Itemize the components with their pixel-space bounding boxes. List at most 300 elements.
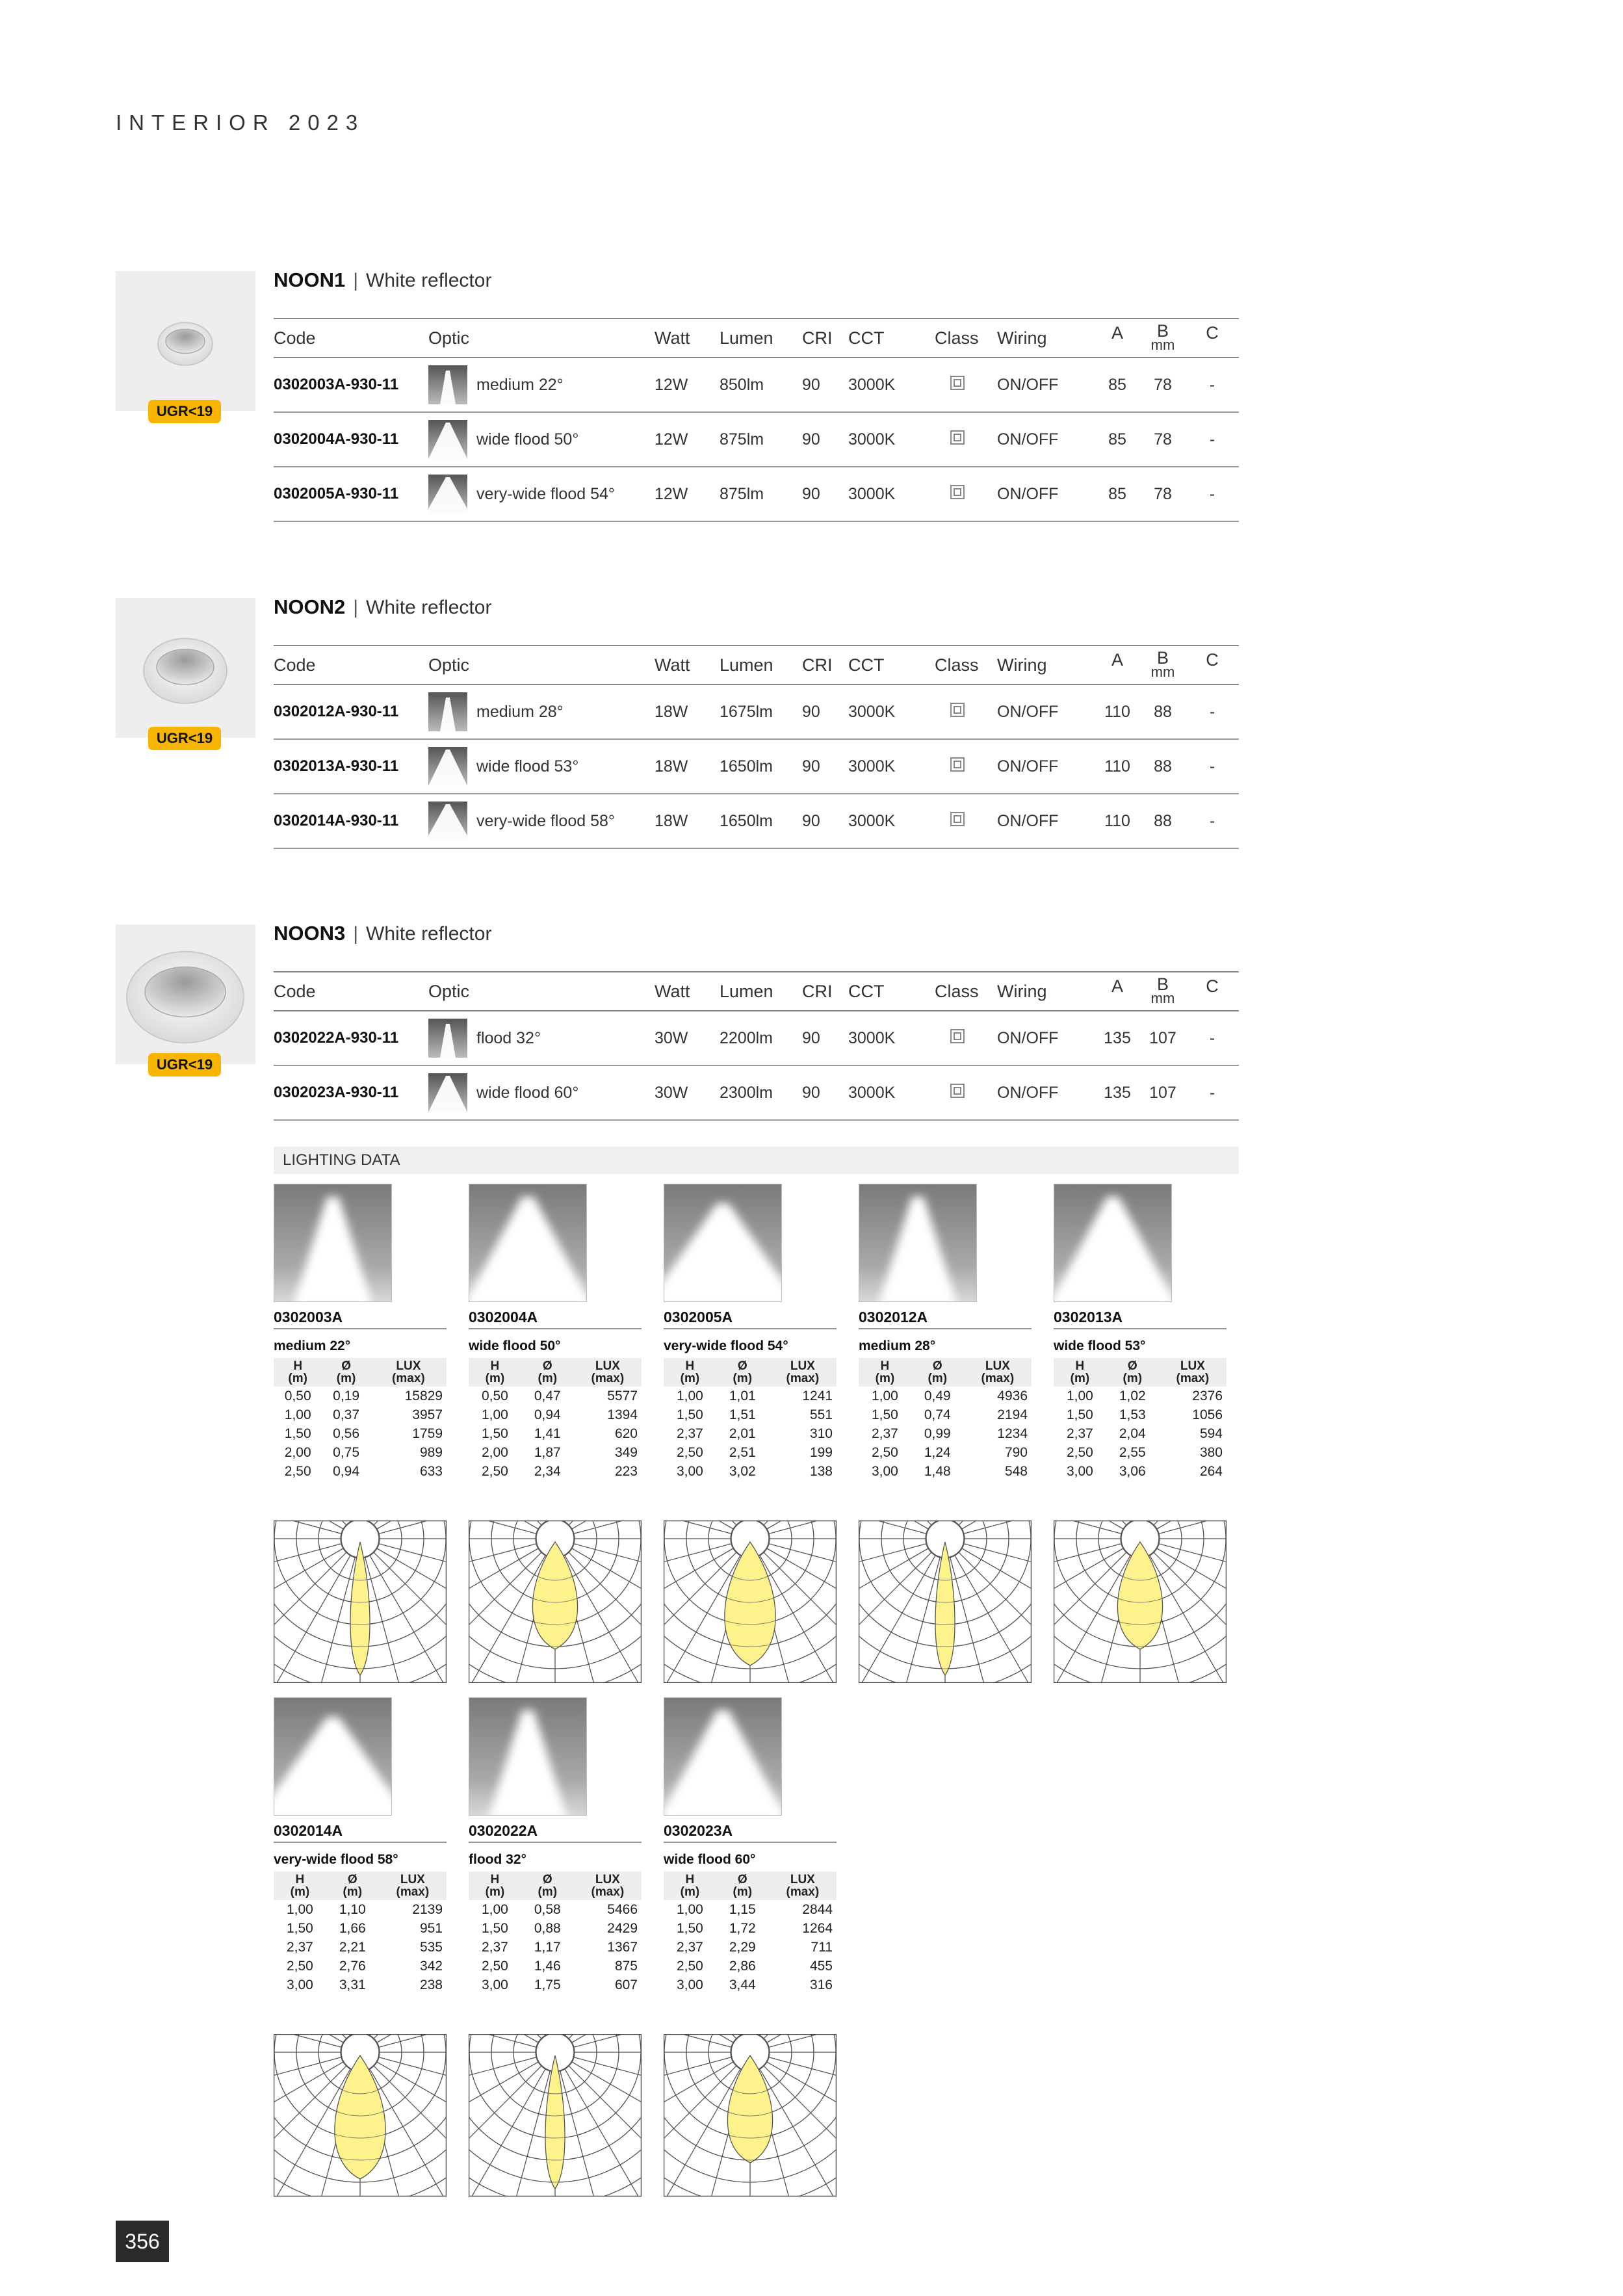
product-title [274,268,491,292]
header-height-label: H [1075,1359,1085,1373]
cri-value: 90 [802,1065,848,1120]
diameter-value: 1,72 [729,1921,756,1936]
height-value: 1,50 [1066,1407,1093,1422]
lux-value: 199 [809,1445,833,1460]
photometric-header-row [859,1358,1032,1387]
header-lux-label: LUX [790,1873,815,1886]
polar-diagram [859,1520,1032,1683]
dim-a-value: 85 [1095,467,1140,521]
diameter-value: 0,19 [333,1389,360,1403]
photometric-row [664,1976,837,1994]
class-cell [935,1065,997,1120]
header-diameter-label: Ø [542,1359,552,1373]
height-value: 1,50 [676,1407,703,1422]
height-value: 1,00 [286,1902,313,1917]
photometric-row [664,1900,837,1919]
cct-value: 3000K [848,1011,935,1065]
col-class: Class [935,646,997,685]
lux-value: 5466 [607,1902,638,1917]
photometric-table [274,1358,447,1481]
photometric-header-row [274,1872,447,1900]
polar-diagram [274,1520,447,1683]
photometric-row [664,1424,837,1443]
wiring-value: ON/OFF [997,685,1095,739]
optic-cell [428,739,655,794]
col-cri: CRI [802,319,848,358]
photometric-row [274,1387,447,1405]
height-value: 2,50 [871,1445,898,1460]
wiring-value: ON/OFF [997,412,1095,467]
header-diameter [716,1358,769,1387]
title-separator: | [353,923,359,945]
lux-value: 223 [614,1464,638,1479]
header-row [274,646,1239,685]
header-height [469,1358,521,1387]
product-photo [116,598,255,738]
col-lumen: Lumen [720,972,802,1011]
col-b [1140,972,1186,1011]
lux-value: 989 [419,1445,443,1460]
col-c-label: C [1206,976,1219,996]
cct-value: 3000K [848,467,935,521]
diameter-value: 2,29 [729,1940,756,1955]
class-ii-icon [950,1084,965,1098]
photometric-row [469,1424,642,1443]
header-diameter-unit: (m) [928,1372,948,1385]
dim-c-value: - [1186,1065,1239,1120]
header-height-label: H [685,1359,695,1373]
col-class: Class [935,972,997,1011]
panel-optic: medium 28° [859,1338,936,1353]
dim-b-value: 78 [1140,467,1186,521]
col-c-label: C [1206,322,1219,343]
diameter-value: 2,51 [729,1445,756,1460]
height-value: 1,50 [284,1426,311,1441]
product-thumbnail [116,271,255,411]
dim-c-value: - [1186,794,1239,848]
header-lux-label: LUX [1180,1359,1205,1373]
header-height-label: H [685,1873,695,1886]
header-lux-unit: (max) [981,1372,1015,1385]
diameter-value: 1,75 [534,1977,561,1992]
lux-value: 1394 [607,1407,638,1422]
photometric-header [274,1872,447,1900]
header-diameter-label: Ø [542,1873,552,1886]
header-lux-label: LUX [400,1873,425,1886]
col-wiring: Wiring [997,972,1095,1011]
cri-value: 90 [802,794,848,848]
lumen-value: 875lm [720,467,802,521]
photometric-row [664,1443,837,1462]
header-lux-label: LUX [396,1359,421,1373]
diameter-value: 2,04 [1119,1426,1146,1441]
cri-value: 90 [802,358,848,412]
diameter-value: 1,66 [339,1921,366,1936]
photometric-row [469,1900,642,1919]
panel-optic: wide flood 60° [664,1852,756,1867]
lux-value: 2844 [802,1902,833,1917]
col-cct: CCT [848,972,935,1011]
spec-table [274,318,1239,522]
photometric-row [469,1919,642,1938]
height-value: 2,50 [284,1464,311,1479]
header-height-label: H [880,1359,890,1373]
col-optic: Optic [428,972,655,1011]
photometric-table [274,1872,447,1994]
photometric-body [859,1387,1032,1481]
header-diameter-label: Ø [737,1873,747,1886]
lux-value: 620 [614,1426,638,1441]
photometric-header [859,1358,1032,1387]
lumen-value: 850lm [720,358,802,412]
photometric-header [469,1358,642,1387]
header-lux [379,1872,447,1900]
optic-narrow-icon [428,365,467,404]
lux-value: 2194 [997,1407,1028,1422]
photometric-body [664,1387,837,1481]
lux-value: 1056 [1192,1407,1223,1422]
header-lux-unit: (max) [786,1372,820,1385]
watt-value: 18W [655,794,720,848]
diameter-value: 1,87 [534,1445,561,1460]
class-ii-icon [950,485,965,499]
col-b-label: B [1156,648,1169,668]
panel-optic: wide flood 50° [469,1338,561,1353]
dim-a-value: 135 [1095,1011,1140,1065]
header-height [274,1358,322,1387]
title-separator: | [353,597,359,618]
header-lux [574,1872,642,1900]
col-c [1186,646,1239,685]
lux-value: 380 [1199,1445,1223,1460]
diameter-value: 0,58 [534,1902,561,1917]
header-lux-label: LUX [595,1873,620,1886]
header-height [664,1872,716,1900]
spec-table-body [274,358,1239,521]
photometric-header-row [469,1358,642,1387]
photometric-body [664,1900,837,1994]
wiring-value: ON/OFF [997,794,1095,848]
col-lumen: Lumen [720,319,802,358]
optic-cell [428,1011,655,1065]
wiring-value: ON/OFF [997,1011,1095,1065]
table-row [274,467,1239,521]
wiring-value: ON/OFF [997,739,1095,794]
cct-value: 3000K [848,358,935,412]
header-height [1054,1358,1106,1387]
header-height-unit: (m) [680,1885,700,1899]
lighting-panel [1054,1184,1227,1684]
diameter-value: 2,21 [339,1940,366,1955]
lux-value: 238 [419,1977,443,1992]
optic-cell [428,358,655,412]
photometric-body [469,1387,642,1481]
diameter-value: 1,17 [534,1940,561,1955]
header-height [859,1358,911,1387]
lighting-panel [859,1184,1032,1684]
dim-b-value: 78 [1140,412,1186,467]
class-cell [935,1011,997,1065]
lux-value: 790 [1004,1445,1028,1460]
panel-code: 0302003A [274,1306,447,1329]
header-height-label: H [295,1873,305,1886]
table-row [274,739,1239,794]
dim-b-value: 88 [1140,794,1186,848]
photometric-row [1054,1405,1227,1424]
product-name: NOON1 [274,268,346,291]
photometric-row [469,1387,642,1405]
height-value: 3,00 [286,1977,313,1992]
optic-narrow-icon [428,1019,467,1058]
header-lux-unit: (max) [591,1885,625,1899]
photometric-row [274,1938,447,1957]
dim-a-value: 110 [1095,685,1140,739]
spec-table-body [274,685,1239,848]
height-value: 0,50 [284,1389,311,1403]
cri-value: 90 [802,739,848,794]
header-lux [1159,1358,1227,1387]
header-diameter [521,1872,574,1900]
product-thumbnail [116,598,255,738]
dim-a-value: 85 [1095,412,1140,467]
unit-mm-label: mm [1150,990,1175,1006]
header-diameter-unit: (m) [336,1372,356,1385]
header-height [469,1872,521,1900]
lux-value: 5577 [607,1389,638,1403]
product-title [274,595,491,619]
diameter-value: 3,44 [729,1977,756,1992]
panel-optic: medium 22° [274,1338,351,1353]
height-value: 2,37 [1066,1426,1093,1441]
header-diameter-unit: (m) [343,1885,363,1899]
header-lux-label: LUX [985,1359,1010,1373]
header-lux-label: LUX [595,1359,620,1373]
lux-value: 951 [419,1921,443,1936]
col-cri: CRI [802,972,848,1011]
lux-value: 2376 [1192,1389,1223,1403]
watt-value: 12W [655,467,720,521]
wiring-value: ON/OFF [997,467,1095,521]
ugr-badge: UGR<19 [148,727,221,750]
ugr-badge: UGR<19 [148,1053,221,1076]
header-diameter-unit: (m) [733,1372,753,1385]
title-separator: | [353,270,359,291]
header-diameter [326,1872,379,1900]
optic-cell [428,794,655,848]
photometric-body [274,1387,447,1481]
height-value: 2,37 [676,1940,703,1955]
photometric-row [1054,1443,1227,1462]
table-row [274,794,1239,848]
height-value: 1,00 [481,1407,508,1422]
photometric-row [859,1443,1032,1462]
cct-value: 3000K [848,1065,935,1120]
col-c [1186,972,1239,1011]
optic-cell [428,1065,655,1120]
height-value: 2,50 [676,1959,703,1974]
cri-value: 90 [802,412,848,467]
optic-wrap [428,1073,655,1112]
height-value: 1,50 [481,1426,508,1441]
panel-code: 0302005A [664,1306,837,1329]
header-lux [964,1358,1032,1387]
col-a [1095,319,1140,358]
lux-value: 1241 [802,1389,833,1403]
diameter-value: 0,88 [534,1921,561,1936]
product-subtitle: White reflector [366,270,492,291]
dim-b-value: 107 [1140,1065,1186,1120]
optic-label: very-wide flood 54° [476,484,615,503]
diameter-value: 0,94 [534,1407,561,1422]
col-lumen: Lumen [720,646,802,685]
photometric-row [859,1387,1032,1405]
lighting-panel [274,1184,447,1684]
col-b [1140,646,1186,685]
col-class: Class [935,319,997,358]
table-row [274,1011,1239,1065]
lighting-panel [664,1697,837,2198]
polar-diagram [274,2034,447,2197]
dim-c-value: - [1186,739,1239,794]
spec-table [274,971,1239,1121]
cct-value: 3000K [848,739,935,794]
photometric-row [664,1919,837,1938]
photometric-row [859,1405,1032,1424]
dim-c-value: - [1186,467,1239,521]
optic-cell [428,467,655,521]
spec-table-body [274,1011,1239,1120]
polar-diagram [469,2034,642,2197]
header-diameter [911,1358,964,1387]
photometric-row [274,1900,447,1919]
photometric-row [469,1957,642,1976]
dim-a-value: 110 [1095,739,1140,794]
photometric-header [664,1872,837,1900]
lumen-value: 2300lm [720,1065,802,1120]
class-ii-icon [950,703,965,717]
optic-label: medium 22° [476,375,564,394]
catalog-header-title: INTERIOR 2023 [116,111,365,135]
product-code: 0302004A-930-11 [274,412,428,467]
diameter-value: 3,02 [729,1464,756,1479]
height-value: 1,50 [286,1921,313,1936]
photometric-header [274,1358,447,1387]
diameter-value: 1,51 [729,1407,756,1422]
col-cri: CRI [802,646,848,685]
lux-value: 316 [809,1977,833,1992]
dim-b-value: 107 [1140,1011,1186,1065]
product-code: 0302013A-930-11 [274,739,428,794]
header-diameter-label: Ø [1127,1359,1137,1373]
height-value: 1,00 [676,1389,703,1403]
dim-a-value: 135 [1095,1065,1140,1120]
header-lux-label: LUX [790,1359,815,1373]
height-value: 2,00 [481,1445,508,1460]
height-value: 3,00 [1066,1464,1093,1479]
height-value: 1,50 [871,1407,898,1422]
col-wiring: Wiring [997,319,1095,358]
header-height [664,1358,716,1387]
panel-code: 0302014A [274,1820,447,1843]
product-code: 0302023A-930-11 [274,1065,428,1120]
header-diameter-label: Ø [737,1359,747,1373]
beam-narrow-image [859,1184,977,1302]
diameter-value: 3,06 [1119,1464,1146,1479]
col-a-label: A [1111,649,1123,670]
col-optic: Optic [428,319,655,358]
lux-value: 607 [614,1977,638,1992]
photometric-row [274,1462,447,1481]
beam-verywide-image [274,1697,392,1816]
col-cct: CCT [848,319,935,358]
lux-value: 551 [809,1407,833,1422]
photometric-row [274,1424,447,1443]
photometric-row [274,1405,447,1424]
photometric-row [469,1938,642,1957]
diameter-value: 0,75 [333,1445,360,1460]
panel-code: 0302013A [1054,1306,1227,1329]
panel-code: 0302023A [664,1820,837,1843]
lux-value: 535 [419,1940,443,1955]
panel-code: 0302004A [469,1306,642,1329]
diameter-value: 2,76 [339,1959,366,1974]
height-value: 2,37 [286,1940,313,1955]
diameter-value: 1,10 [339,1902,366,1917]
lux-value: 3957 [412,1407,443,1422]
lux-value: 548 [1004,1464,1028,1479]
panel-optic: very-wide flood 54° [664,1338,788,1353]
height-value: 1,00 [481,1902,508,1917]
class-ii-icon [950,376,965,390]
lux-value: 15829 [404,1389,443,1403]
class-cell [935,794,997,848]
col-code: Code [274,319,428,358]
lux-value: 4936 [997,1389,1028,1403]
lux-value: 349 [614,1445,638,1460]
col-cct: CCT [848,646,935,685]
product-code: 0302003A-930-11 [274,358,428,412]
col-wiring: Wiring [997,646,1095,685]
photometric-row [664,1957,837,1976]
lighting-data-bar: LIGHTING DATA [274,1147,1239,1174]
diameter-value: 2,34 [534,1464,561,1479]
polar-diagram [664,2034,837,2197]
panel-code: 0302022A [469,1820,642,1843]
optic-label: very-wide flood 58° [476,811,615,830]
height-value: 0,50 [481,1389,508,1403]
col-c [1186,319,1239,358]
height-value: 1,00 [1066,1389,1093,1403]
header-diameter-unit: (m) [538,1372,558,1385]
product-photo [116,924,255,1064]
header-lux-unit: (max) [786,1885,820,1899]
dim-a-value: 110 [1095,794,1140,848]
lux-value: 2429 [607,1921,638,1936]
col-a-label: A [1111,976,1123,996]
product-code: 0302022A-930-11 [274,1011,428,1065]
header-height [274,1872,326,1900]
beam-wide-image [1054,1184,1172,1302]
dim-c-value: - [1186,358,1239,412]
header-lux [574,1358,642,1387]
photometric-row [859,1462,1032,1481]
photometric-body [469,1900,642,1994]
optic-narrow-icon [428,692,467,731]
table-row [274,1065,1239,1120]
lux-value: 594 [1199,1426,1223,1441]
photometric-row [274,1443,447,1462]
product-subtitle: White reflector [366,597,492,618]
